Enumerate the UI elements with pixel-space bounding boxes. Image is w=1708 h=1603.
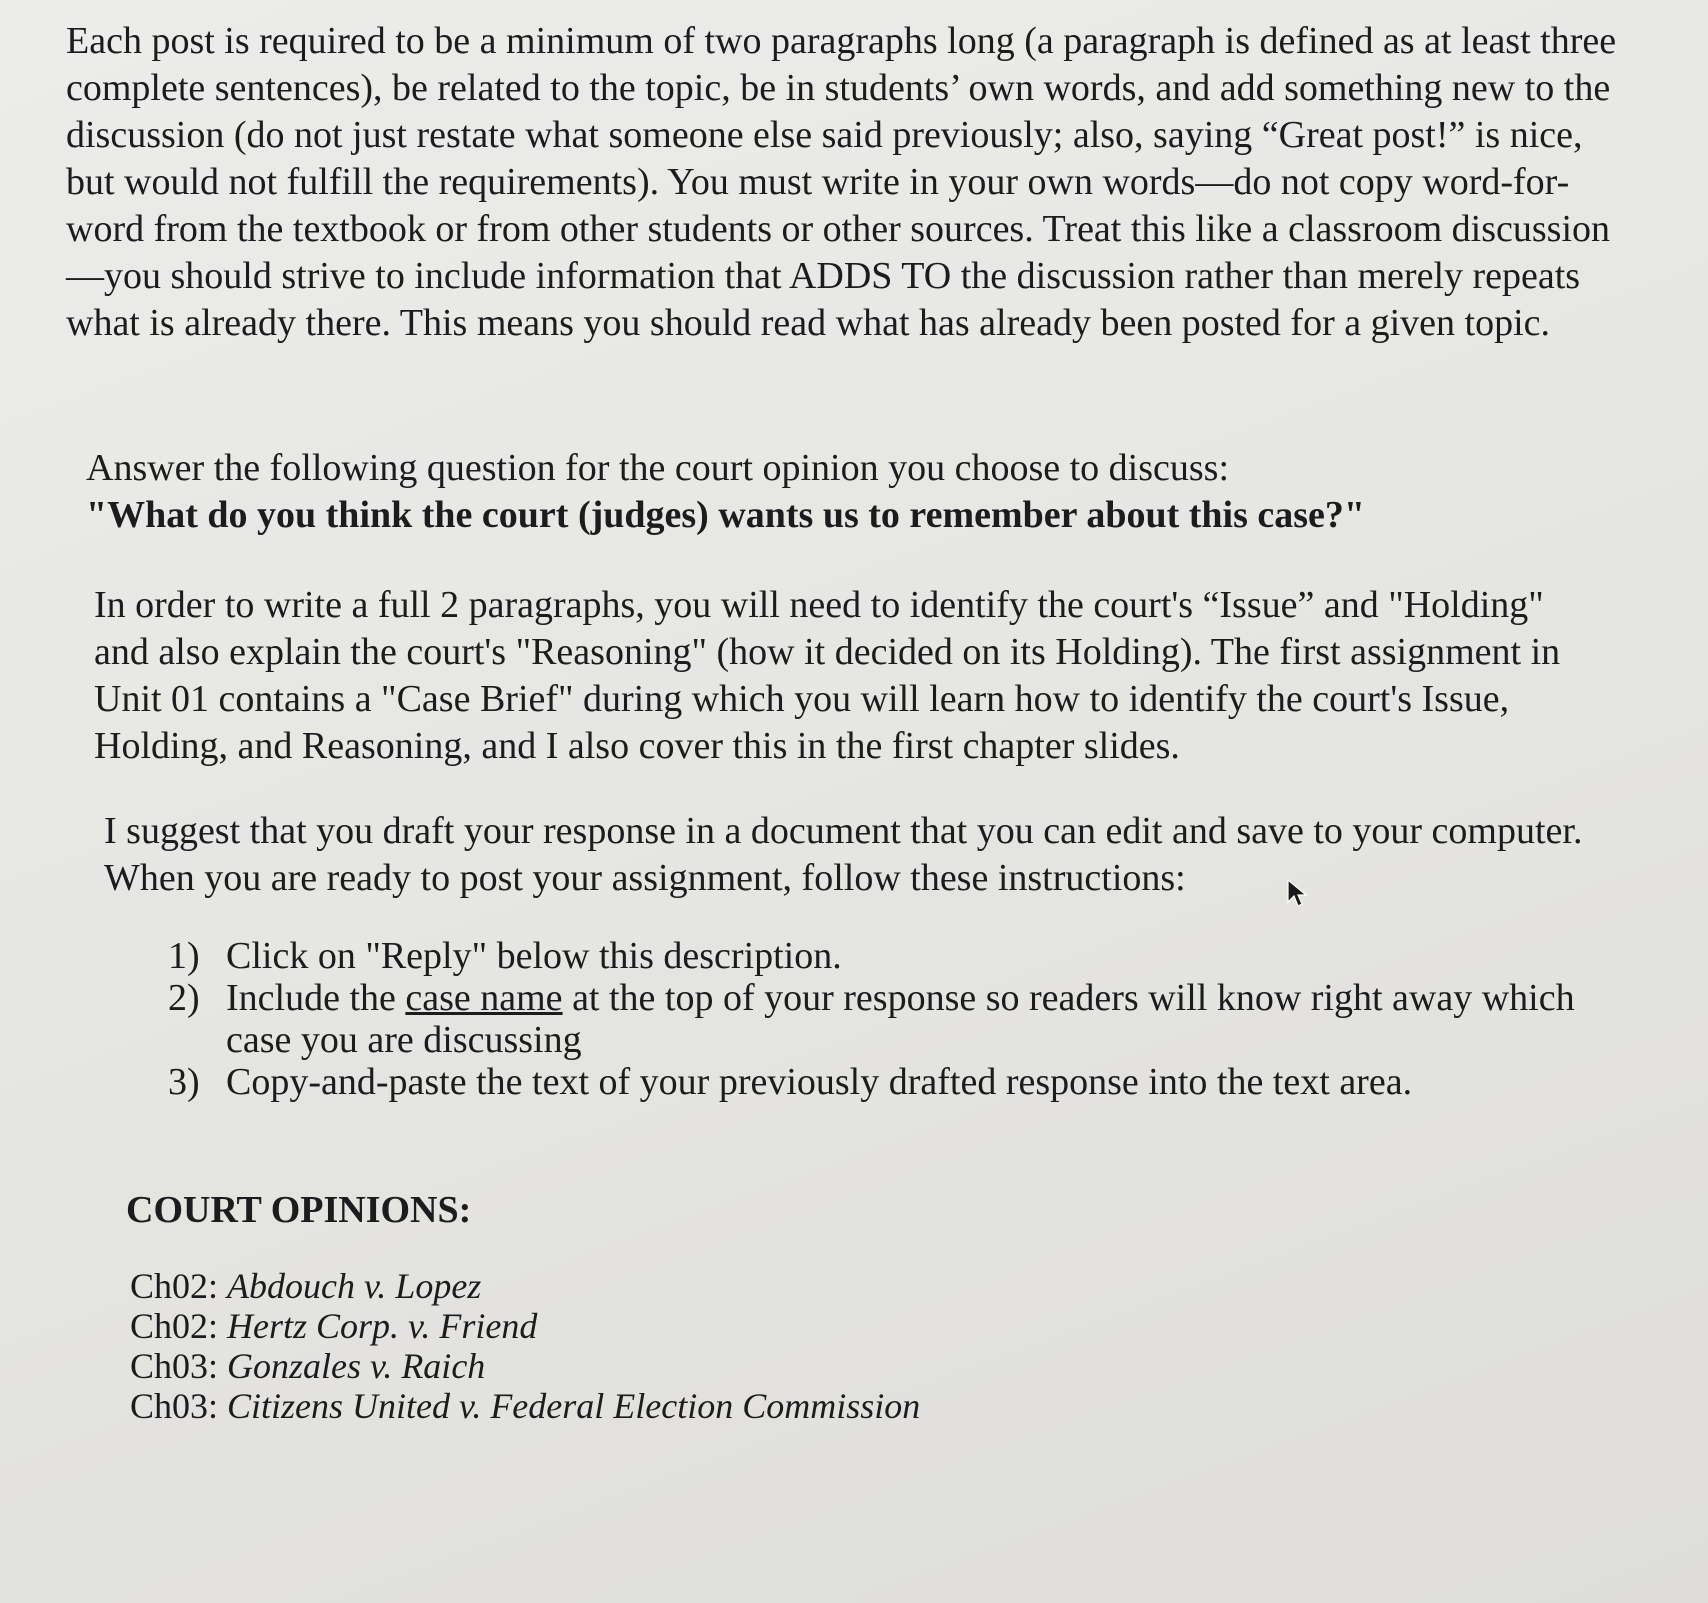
instruction-step [168, 935, 1588, 977]
court-opinion-item [130, 1346, 920, 1386]
step-number: 3) [168, 1061, 200, 1103]
opinion-chapter: Ch03: [130, 1346, 228, 1386]
court-opinion-item [130, 1266, 920, 1306]
opinion-case-name: Citizens United v. Federal Election Commission [227, 1386, 921, 1426]
court-opinions-list [130, 1266, 920, 1426]
prompt-paragraph [86, 445, 1646, 539]
mouse-pointer-icon [1286, 878, 1308, 908]
suggestion-paragraph: I suggest that you draft your response in a document that you can edit and save to your computer. When you are ready to post your assignment, follow these instructions: [104, 810, 1583, 899]
reasoning-paragraph: In order to write a full 2 paragraphs, you will need to identify the court's “Issue” and "Holding" and also explain the court's "Reasoning" (how it decided on its Holding). The first assignment in Unit 01 contains a "Case Brief" during which you will learn how to identify the court's Issue, Holding, and Reasoning, and I also cover this in the first chapter slides. [94, 584, 1561, 767]
prompt-lead: Answer the following question for the court opinion you choose to discuss: [86, 447, 1230, 489]
instruction-step [168, 1061, 1588, 1103]
step-text: Click on "Reply" below this description. [226, 935, 842, 977]
court-opinions-heading: COURT OPINIONS: [126, 1189, 472, 1231]
step-text-before: Include the [226, 977, 406, 1019]
prompt-question: "What do you think the court (judges) wants us to remember about this case?" [86, 494, 1365, 536]
court-opinion-item [130, 1386, 920, 1426]
opinion-case-name: Hertz Corp. v. Friend [227, 1306, 538, 1346]
intro-paragraph: Each post is required to be a minimum of two paragraphs long (a paragraph is defined as at least three complete sentences), be related to the topic, be in students’ own words, and add something new to the discussion (do not just restate what someone else said previously; also, saying “Great post!” is nice, but would not fulfill the requirements). You must write in your own words—do not copy word-for-word from the textbook or from other students or other sources. Treat this like a classroom discussion—you should strive to include information that ADDS TO the discussion rather than merely repeats what is already there. This means you should read what has already been posted for a given topic. [66, 20, 1617, 344]
opinion-case-name: Gonzales v. Raich [227, 1346, 486, 1386]
step-text: Copy-and-paste the text of your previously drafted response into the text area. [226, 1061, 1413, 1103]
instruction-list [168, 935, 1588, 1103]
opinion-chapter: Ch02: [130, 1306, 228, 1346]
step-text-after: at the top of your response so readers will know right away which case you are discussing [226, 977, 1575, 1061]
step-text [226, 977, 1588, 1061]
step-number: 1) [168, 935, 200, 977]
court-opinion-item [130, 1306, 920, 1346]
step-number: 2) [168, 977, 200, 1019]
opinion-chapter: Ch03: [130, 1386, 228, 1426]
instruction-step [168, 977, 1588, 1061]
opinion-chapter: Ch02: [130, 1266, 228, 1306]
opinion-case-name: Abdouch v. Lopez [227, 1266, 482, 1306]
case-name-underlined: case name [405, 977, 563, 1019]
